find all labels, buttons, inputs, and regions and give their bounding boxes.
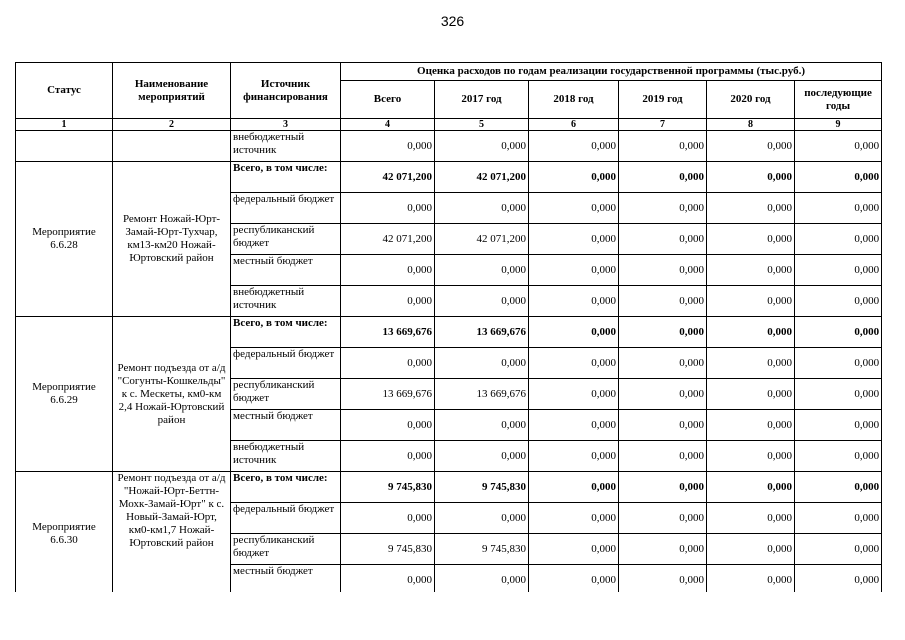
header-event: Наименование мероприятий bbox=[113, 63, 231, 119]
value-cell: 0,000 bbox=[619, 224, 707, 255]
value-cell: 0,000 bbox=[529, 131, 619, 162]
value-cell: 0,000 bbox=[341, 255, 435, 286]
value-cell: 0,000 bbox=[529, 565, 619, 596]
value-cell: 0,000 bbox=[529, 162, 619, 193]
value-cell: 0,000 bbox=[619, 286, 707, 317]
value-cell: 0,000 bbox=[619, 317, 707, 348]
value-cell: 0,000 bbox=[707, 286, 795, 317]
value-cell: 0,000 bbox=[707, 565, 795, 596]
value-cell: 0,000 bbox=[795, 472, 882, 503]
value-cell: 0,000 bbox=[619, 534, 707, 565]
value-cell: 0,000 bbox=[435, 193, 529, 224]
value-cell: 0,000 bbox=[341, 565, 435, 596]
value-cell: 0,000 bbox=[341, 410, 435, 441]
source-cell: Всего, в том числе: bbox=[231, 472, 341, 503]
value-cell: 9 745,830 bbox=[341, 472, 435, 503]
value-cell: 0,000 bbox=[529, 379, 619, 410]
value-cell: 0,000 bbox=[435, 503, 529, 534]
page-number: 326 bbox=[440, 13, 465, 29]
value-cell: 0,000 bbox=[795, 379, 882, 410]
value-cell: 0,000 bbox=[341, 131, 435, 162]
value-cell: 0,000 bbox=[707, 131, 795, 162]
source-cell: Всего, в том числе: bbox=[231, 162, 341, 193]
budget-table bbox=[15, 62, 882, 596]
value-cell: 0,000 bbox=[529, 255, 619, 286]
header-2017: 2017 год bbox=[435, 81, 529, 119]
value-cell: 0,000 bbox=[619, 131, 707, 162]
value-cell: 0,000 bbox=[529, 410, 619, 441]
value-cell: 0,000 bbox=[707, 224, 795, 255]
value-cell: 0,000 bbox=[795, 534, 882, 565]
value-cell: 0,000 bbox=[341, 441, 435, 472]
value-cell: 0,000 bbox=[795, 348, 882, 379]
value-cell: 0,000 bbox=[619, 255, 707, 286]
value-cell: 13 669,676 bbox=[341, 317, 435, 348]
value-cell: 0,000 bbox=[619, 503, 707, 534]
value-cell: 0,000 bbox=[795, 410, 882, 441]
value-cell: 13 669,676 bbox=[435, 317, 529, 348]
value-cell: 0,000 bbox=[619, 379, 707, 410]
col-number: 8 bbox=[707, 119, 795, 131]
status-cell bbox=[16, 131, 113, 162]
header-later-years: последующие годы bbox=[795, 81, 882, 119]
value-cell: 0,000 bbox=[619, 441, 707, 472]
header-estimate: Оценка расходов по годам реализации государственной программы (тыс.руб.) bbox=[341, 63, 882, 81]
value-cell: 9 745,830 bbox=[341, 534, 435, 565]
col-number: 7 bbox=[619, 119, 707, 131]
source-cell: местный бюджет bbox=[231, 565, 341, 596]
header-status: Статус bbox=[16, 63, 113, 119]
header-2018: 2018 год bbox=[529, 81, 619, 119]
table-body bbox=[16, 131, 882, 596]
value-cell: 0,000 bbox=[707, 162, 795, 193]
value-cell: 0,000 bbox=[529, 441, 619, 472]
value-cell: 0,000 bbox=[529, 472, 619, 503]
source-cell: республиканский бюджет bbox=[231, 534, 341, 565]
value-cell: 0,000 bbox=[529, 193, 619, 224]
value-cell: 0,000 bbox=[795, 131, 882, 162]
value-cell: 0,000 bbox=[795, 565, 882, 596]
table-row bbox=[16, 472, 882, 503]
value-cell: 42 071,200 bbox=[435, 162, 529, 193]
value-cell: 0,000 bbox=[435, 565, 529, 596]
table-header bbox=[16, 63, 882, 131]
value-cell: 0,000 bbox=[435, 255, 529, 286]
header-2019: 2019 год bbox=[619, 81, 707, 119]
status-cell: Мероприятие 6.6.30 bbox=[16, 472, 113, 596]
value-cell: 0,000 bbox=[341, 503, 435, 534]
col-number: 6 bbox=[529, 119, 619, 131]
header-total: Всего bbox=[341, 81, 435, 119]
source-cell: внебюджетный источник bbox=[231, 131, 341, 162]
value-cell: 0,000 bbox=[707, 472, 795, 503]
source-cell: Всего, в том числе: bbox=[231, 317, 341, 348]
source-cell: федеральный бюджет bbox=[231, 503, 341, 534]
col-number: 2 bbox=[113, 119, 231, 131]
col-number: 5 bbox=[435, 119, 529, 131]
value-cell: 0,000 bbox=[619, 348, 707, 379]
value-cell: 0,000 bbox=[529, 224, 619, 255]
value-cell: 0,000 bbox=[619, 193, 707, 224]
table-row bbox=[16, 131, 882, 162]
value-cell: 42 071,200 bbox=[341, 162, 435, 193]
value-cell: 0,000 bbox=[619, 410, 707, 441]
source-cell: внебюджетный источник bbox=[231, 441, 341, 472]
value-cell: 0,000 bbox=[795, 162, 882, 193]
value-cell: 0,000 bbox=[795, 255, 882, 286]
value-cell: 0,000 bbox=[529, 348, 619, 379]
value-cell: 0,000 bbox=[435, 131, 529, 162]
source-cell: федеральный бюджет bbox=[231, 348, 341, 379]
value-cell: 0,000 bbox=[529, 317, 619, 348]
header-2020: 2020 год bbox=[707, 81, 795, 119]
status-cell: Мероприятие 6.6.29 bbox=[16, 317, 113, 472]
value-cell: 0,000 bbox=[435, 348, 529, 379]
status-cell: Мероприятие 6.6.28 bbox=[16, 162, 113, 317]
col-number: 1 bbox=[16, 119, 113, 131]
col-number: 3 bbox=[231, 119, 341, 131]
value-cell: 0,000 bbox=[707, 410, 795, 441]
header-source: Источник финансирования bbox=[231, 63, 341, 119]
source-cell: местный бюджет bbox=[231, 410, 341, 441]
value-cell: 0,000 bbox=[707, 503, 795, 534]
value-cell: 0,000 bbox=[707, 441, 795, 472]
event-cell: Ремонт Ножай-Юрт-Замай-Юрт-Тухчар, км13-км20 Ножай-Юртовский район bbox=[113, 162, 231, 317]
value-cell: 0,000 bbox=[795, 441, 882, 472]
value-cell: 0,000 bbox=[435, 441, 529, 472]
value-cell: 9 745,830 bbox=[435, 472, 529, 503]
value-cell: 0,000 bbox=[619, 565, 707, 596]
table-row bbox=[16, 317, 882, 348]
value-cell: 0,000 bbox=[795, 224, 882, 255]
value-cell: 0,000 bbox=[619, 162, 707, 193]
value-cell: 0,000 bbox=[435, 410, 529, 441]
event-cell bbox=[113, 131, 231, 162]
value-cell: 0,000 bbox=[435, 286, 529, 317]
value-cell: 0,000 bbox=[707, 379, 795, 410]
value-cell: 0,000 bbox=[529, 503, 619, 534]
value-cell: 0,000 bbox=[707, 317, 795, 348]
value-cell: 13 669,676 bbox=[435, 379, 529, 410]
value-cell: 0,000 bbox=[707, 534, 795, 565]
value-cell: 0,000 bbox=[341, 193, 435, 224]
table-row bbox=[16, 162, 882, 193]
value-cell: 0,000 bbox=[619, 472, 707, 503]
col-number: 9 bbox=[795, 119, 882, 131]
source-cell: местный бюджет bbox=[231, 255, 341, 286]
source-cell: федеральный бюджет bbox=[231, 193, 341, 224]
value-cell: 0,000 bbox=[529, 534, 619, 565]
value-cell: 13 669,676 bbox=[341, 379, 435, 410]
value-cell: 42 071,200 bbox=[341, 224, 435, 255]
value-cell: 0,000 bbox=[707, 193, 795, 224]
event-cell: Ремонт подъезда от а/д "Согунты-Кошкельды" к с. Мескеты, км0-км 2,4 Ножай-Юртовский район bbox=[113, 317, 231, 472]
value-cell: 0,000 bbox=[529, 286, 619, 317]
value-cell: 0,000 bbox=[795, 286, 882, 317]
value-cell: 0,000 bbox=[795, 503, 882, 534]
source-cell: внебюджетный источник bbox=[231, 286, 341, 317]
page-bottom-margin bbox=[0, 592, 905, 640]
value-cell: 42 071,200 bbox=[435, 224, 529, 255]
value-cell: 0,000 bbox=[341, 348, 435, 379]
value-cell: 0,000 bbox=[795, 193, 882, 224]
value-cell: 0,000 bbox=[795, 317, 882, 348]
value-cell: 0,000 bbox=[707, 348, 795, 379]
value-cell: 0,000 bbox=[341, 286, 435, 317]
event-cell: Ремонт подъезда от а/д "Ножай-Юрт-Беттн-Мохк-Замай-Юрт" к с. Новый-Замай-Юрт, км0-км1,7 Ножай-Юртовский район bbox=[113, 472, 231, 596]
value-cell: 0,000 bbox=[707, 255, 795, 286]
source-cell: республиканский бюджет bbox=[231, 224, 341, 255]
col-number: 4 bbox=[341, 119, 435, 131]
source-cell: республиканский бюджет bbox=[231, 379, 341, 410]
value-cell: 9 745,830 bbox=[435, 534, 529, 565]
